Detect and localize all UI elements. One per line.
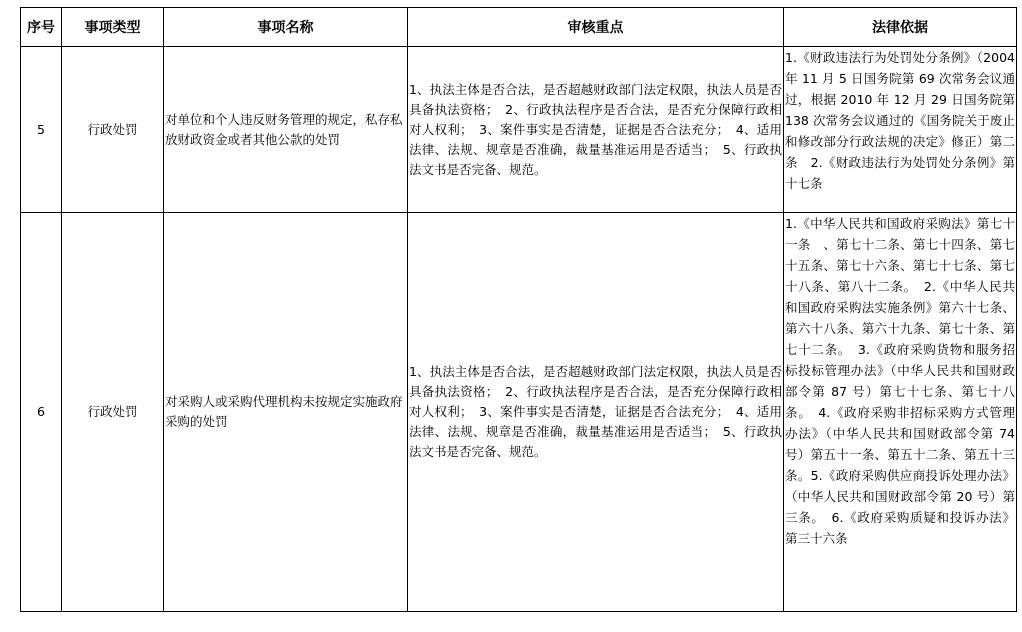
header-law: 法律依据 (784, 8, 1017, 47)
law-text: 1.《财政违法行为处罚处分条例》（2004 年 11 月 5 日国务院第 69 次常务会议通过，根据 2010 年 12 月 29 日国务院第 138 次常务会议通过的《国务院关于废止和修改部分行政法规的决定》修正）第二条 2.《财政违法行为处罚处分条例》第十七条 (785, 50, 1015, 191)
cell-type (62, 213, 164, 612)
law-text: 1.《中华人民共和国政府采购法》第七十一条 、第七十二条、第七十四条、第七十五条、第七十六条、第七十七条、第七十八条、第八十二条。 2.《中华人民共和国政府采购法实施条例》第六十七条、第六十八条、第六十九条、第七十条、第七十二条。 3.《政府采购货物和服务招标投标管理办法》（中华人民共和国财政部令第 87 号）第七十七条、第七十八条。 4.《政府采购非招标采购方式管理办法》（中华人民共和国财政部令第 74 号）第五十一条、第五十二条、第五十三条。5.《政府采购供应商投诉处理办法》（中华人民共和国财政部令第 20 号）第三条。 6.《政府采购质疑和投诉办法》第三十六条 (785, 216, 1015, 546)
type-text: 行政处罚 (87, 121, 138, 137)
type-text: 行政处罚 (87, 404, 138, 419)
header-seq: 序号 (21, 8, 62, 47)
seq-text: 6 (37, 404, 45, 419)
seq-text: 5 (37, 121, 45, 137)
cell-law (784, 213, 1017, 612)
header-name: 事项名称 (164, 8, 408, 47)
header-key: 审核重点 (408, 8, 784, 47)
cell-key (408, 213, 784, 612)
table-row (21, 213, 1017, 612)
key-text: 1、执法主体是否合法，是否超越财政部门法定权限，执法人员是否具备执法资格； 2、行政执法程序是否合法，是否充分保障行政相对人权利； 3、案件事实是否清楚，证据是否合法充分； 4、适用法律、法规、规章是否准确，裁量基准运用是否适当； 5、行政执法文书是否完备、规范。 (409, 364, 782, 459)
key-text: 1、执法主体是否合法，是否超越财政部门法定权限，执法人员是否具备执法资格； 2、行政执法程序是否合法，是否充分保障行政相对人权利； 3、案件事实是否清楚，证据是否合法充分； 4、适用法律、法规、规章是否准确，裁量基准运用是否适当； 5、行政执法文书是否完备、规范。 (409, 81, 782, 177)
cell-name (164, 213, 408, 612)
cell-type (62, 47, 164, 213)
name-text: 对采购人或采购代理机构未按规定实施政府采购的处罚 (165, 394, 403, 429)
review-table (20, 7, 1017, 612)
table-row (21, 47, 1017, 213)
cell-name (164, 47, 408, 213)
cell-seq (21, 213, 62, 612)
header-type: 事项类型 (62, 8, 164, 47)
name-text: 对单位和个人违反财务管理的规定，私存私放财政资金或者其他公款的处罚 (165, 111, 403, 147)
cell-seq (21, 47, 62, 213)
header-row (21, 8, 1017, 47)
cell-key (408, 47, 784, 213)
cell-law (784, 47, 1017, 213)
